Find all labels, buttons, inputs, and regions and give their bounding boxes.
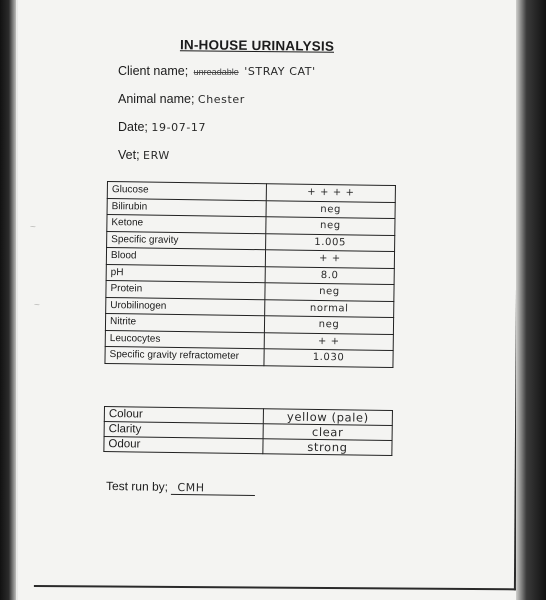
test-name: Ketone xyxy=(107,215,266,234)
test-result: 1.005 xyxy=(266,233,395,251)
test-name: Blood xyxy=(106,248,265,267)
property-name: Odour xyxy=(104,437,263,454)
vet-label: Vet; xyxy=(118,148,140,162)
animal-name-label: Animal name; xyxy=(118,92,195,106)
vet-field xyxy=(118,148,170,162)
date-label: Date; xyxy=(118,120,148,134)
photo-edge-left xyxy=(0,0,16,600)
client-name-label: Client name; xyxy=(118,64,189,78)
test-result: neg xyxy=(266,217,395,235)
test-name: Bilirubin xyxy=(107,198,266,217)
test-run-by-label: Test run by; xyxy=(105,478,169,494)
animal-name-value: Chester xyxy=(197,93,245,106)
test-name: Leucocytes xyxy=(105,330,264,349)
test-result: 8.0 xyxy=(265,266,394,284)
test-name: Specific gravity refractometer xyxy=(105,346,264,365)
dipstick-results-table xyxy=(104,181,396,368)
test-result: + + xyxy=(265,250,394,268)
date-value: 19-07-17 xyxy=(151,121,207,134)
test-name: pH xyxy=(106,264,265,283)
test-run-by-field xyxy=(106,479,256,496)
test-result: neg xyxy=(264,316,393,334)
property-name: Colour xyxy=(104,407,263,424)
test-result: + + + + xyxy=(266,184,395,202)
photo-edge-right xyxy=(516,0,546,600)
client-name-struck-out: unreadable xyxy=(193,67,239,77)
property-name: Clarity xyxy=(104,422,263,439)
client-name-field xyxy=(118,64,316,78)
physical-properties-table xyxy=(103,406,393,456)
property-value: clear xyxy=(263,424,392,441)
test-name: Protein xyxy=(106,280,265,299)
test-result: neg xyxy=(265,283,394,301)
test-result: + + xyxy=(264,332,393,350)
property-value: strong xyxy=(263,439,392,456)
test-name: Nitrite xyxy=(105,313,264,332)
property-value: yellow (pale) xyxy=(263,409,392,426)
vet-value: ERW xyxy=(143,149,170,162)
table-row xyxy=(105,346,393,367)
faint-mark: ~ xyxy=(34,300,40,311)
document-title: IN-HOUSE URINALYSIS xyxy=(179,37,335,54)
animal-name-field xyxy=(118,92,245,106)
date-field xyxy=(118,120,206,134)
test-result: normal xyxy=(265,299,394,317)
test-result: 1.030 xyxy=(264,349,393,367)
test-result: neg xyxy=(266,200,395,218)
test-name: Urobilinogen xyxy=(106,297,265,316)
test-name: Specific gravity xyxy=(107,231,266,250)
test-name: Glucose xyxy=(107,182,266,201)
test-run-by-value: CMH xyxy=(171,481,255,496)
faint-mark: ~ xyxy=(30,222,36,233)
client-name-value: 'STRAY CAT' xyxy=(244,65,316,78)
